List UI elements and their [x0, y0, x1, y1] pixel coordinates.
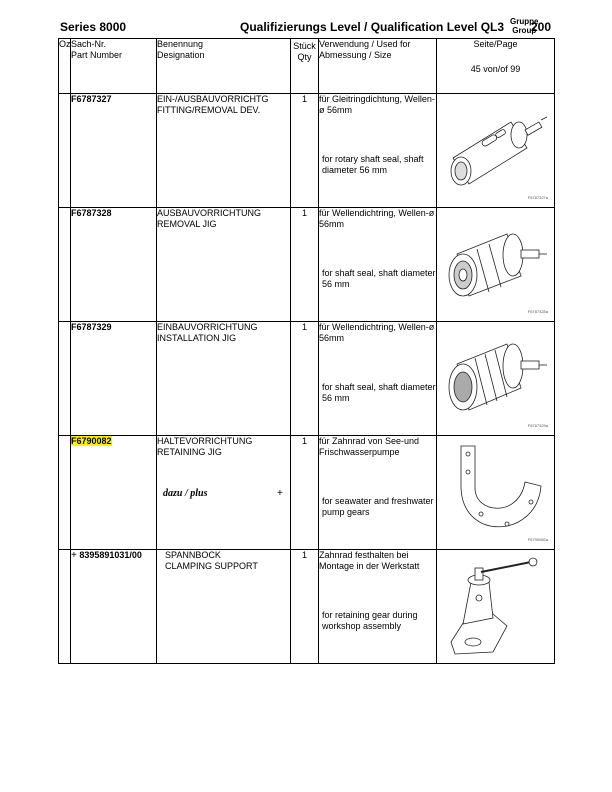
used-for-en: for shaft seal, shaft diameter 56 mm: [322, 382, 436, 403]
col-page: [437, 39, 555, 94]
group-label-de: Gruppe: [510, 17, 539, 26]
designation-en: INSTALLATION JIG: [157, 333, 237, 343]
qualification-level: Qualifizierungs Level / Qualification Level QL3: [240, 20, 505, 34]
part-image: [437, 208, 555, 322]
part-number: [71, 436, 157, 550]
image-code: F6790082a: [527, 537, 548, 542]
quantity: 1: [291, 94, 319, 208]
col-used-for: [319, 39, 437, 94]
parts-table: [58, 38, 555, 664]
col-use-de: Verwendung / Used for: [319, 39, 411, 49]
quantity: 1: [291, 550, 319, 664]
oz-cell: [59, 550, 71, 664]
group-number: 200: [531, 20, 552, 34]
installation-jig-illustration: [441, 328, 549, 420]
used-for-en: for shaft seal, shaft diameter 56 mm: [322, 268, 436, 289]
designation-en: REMOVAL JIG: [157, 219, 217, 229]
fitting-device-illustration: [441, 100, 549, 192]
table-row: [59, 208, 555, 322]
designation-de: EIN-/AUSBAUVORRICHTG: [157, 94, 269, 104]
part-image: [437, 436, 555, 550]
plus-mark: +: [277, 488, 283, 499]
designation: [157, 208, 291, 322]
part-number: [71, 550, 157, 664]
table-row: [59, 436, 555, 550]
part-number-value: 8395891031/00: [79, 550, 142, 560]
designation-de: EINBAUVORRICHTUNG: [157, 322, 258, 332]
image-code: F6787328a: [527, 309, 548, 314]
series-title: Series 8000: [60, 20, 127, 34]
plus-marker: +: [71, 550, 77, 561]
retaining-jig-illustration: [441, 442, 549, 542]
designation: [157, 322, 291, 436]
designation: [157, 436, 291, 550]
used-for: [319, 322, 437, 436]
image-code: F6787329a: [527, 423, 548, 428]
col-qty: [291, 39, 319, 94]
removal-jig-illustration: [441, 214, 549, 306]
used-for-en: for rotary shaft seal, shaft diameter 56 mm: [322, 154, 424, 175]
col-desig-en: Designation: [157, 50, 205, 60]
used-for-de: Zahnrad festhalten bei Montage in der Werkstatt: [319, 550, 420, 571]
used-for-de: für Gleitringdichtung, Wellen-ø 56mm: [319, 94, 435, 115]
used-for: [319, 94, 437, 208]
designation-de: AUSBAUVORRICHTUNG: [157, 208, 262, 218]
used-for: [319, 550, 437, 664]
part-image: [437, 550, 555, 664]
clamping-support-illustration: [441, 556, 549, 656]
oz-cell: [59, 208, 71, 322]
quantity: 1: [291, 322, 319, 436]
part-number: F6787327: [71, 94, 157, 208]
used-for-de: für Wellendichtring, Wellen-ø 56mm: [319, 322, 435, 343]
col-qty-de: Stück: [293, 41, 316, 51]
used-for-en: for seawater and freshwater pump gears: [322, 496, 434, 517]
col-part-en: Part Number: [71, 50, 123, 60]
designation-en: FITTING/REMOVAL DEV.: [157, 105, 261, 115]
used-for-de: für Wellendichtring, Wellen-ø 56mm: [319, 208, 435, 229]
group-label-en: Group: [512, 26, 537, 35]
part-image: [437, 94, 555, 208]
designation-en: RETAINING JIG: [157, 447, 222, 457]
col-part-number: [71, 39, 157, 94]
col-qty-en: Qty: [297, 52, 312, 62]
designation: [157, 94, 291, 208]
designation: [157, 550, 291, 664]
table-row: [59, 322, 555, 436]
table-header: [59, 39, 555, 94]
page-label: Seite/Page: [473, 39, 518, 49]
quantity: 1: [291, 208, 319, 322]
table-row: [59, 94, 555, 208]
designation-de: SPANNBOCK: [165, 550, 221, 560]
part-image: [437, 322, 555, 436]
col-use-en: Abmessung / Size: [319, 50, 392, 60]
table-row: [59, 550, 555, 664]
used-for-de: für Zahnrad von See-und Frischwasserpumpe: [319, 436, 420, 457]
part-number-highlighted: F6790082: [71, 436, 112, 446]
used-for-en: for retaining gear during workshop assembly: [322, 610, 418, 631]
oz-cell: [59, 436, 71, 550]
designation-de: HALTEVORRICHTUNG: [157, 436, 253, 446]
col-oz: Oz: [59, 39, 71, 94]
used-for: [319, 208, 437, 322]
col-desig-de: Benennung: [157, 39, 204, 49]
oz-cell: [59, 322, 71, 436]
page-number: 45 von/of 99: [470, 64, 521, 74]
col-designation: [157, 39, 291, 94]
designation-en: CLAMPING SUPPORT: [165, 561, 258, 571]
col-part-de: Sach-Nr.: [71, 39, 107, 49]
image-code: F6787327a: [527, 195, 548, 200]
part-number: F6787329: [71, 322, 157, 436]
additional-note: dazu / plus: [163, 488, 208, 499]
part-number: F6787328: [71, 208, 157, 322]
quantity: 1: [291, 436, 319, 550]
oz-cell: [59, 94, 71, 208]
used-for: [319, 436, 437, 550]
